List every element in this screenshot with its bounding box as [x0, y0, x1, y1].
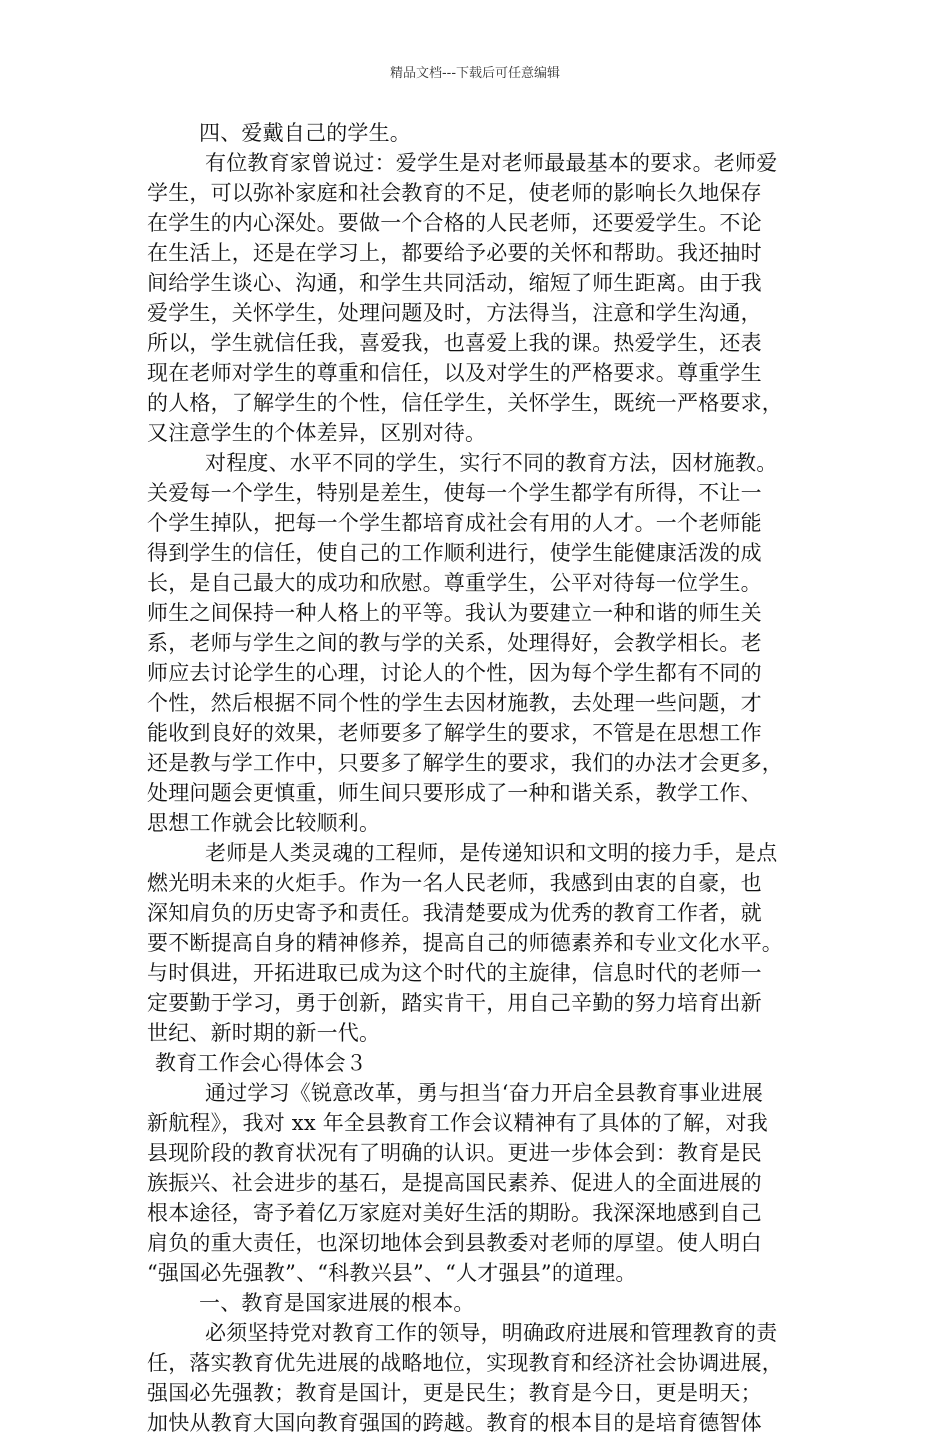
text-line: 有位教育家曾说过：爱学生是对老师最最基本的要求。老师爱: [205, 151, 778, 175]
text-line: 根本途径，寄予着亿万家庭对美好生活的期盼。我深深地感到自己: [147, 1201, 762, 1225]
text-line: 必须坚持党对教育工作的领导，明确政府进展和管理教育的责: [205, 1321, 778, 1345]
text-line: 新航程》，我对 xx 年全县教育工作会议精神有了具体的了解，对我: [147, 1111, 768, 1135]
text-line: 与时俱进，开拓进取已成为这个时代的主旋律，信息时代的老师一: [147, 961, 762, 985]
section-heading-line: 教育工作会心得体会３: [155, 1051, 367, 1075]
text-line: 个学生掉队，把每一个学生都培育成社会有用的人才。一个老师能: [147, 511, 762, 535]
text-line: 能收到良好的效果，老师要多了解学生的要求，不管是在思想工作: [147, 721, 762, 745]
text-line: 强国必先强教；教育是国计，更是民生；教育是今日，更是明天；: [147, 1381, 762, 1405]
text-line: 县现阶段的教育状况有了明确的认识。更进一步体会到：教育是民: [147, 1141, 762, 1165]
text-line: 对程度、水平不同的学生，实行不同的教育方法，因材施教。: [205, 451, 778, 475]
text-line: 长，是自己最大的成功和欣慰。尊重学生，公平对待每一位学生。: [147, 571, 762, 595]
text-line: 定要勤于学习，勇于创新，踏实肯干，用自己辛勤的努力培育出新: [147, 991, 762, 1015]
text-line: 处理问题会更慎重，师生间只要形成了一种和谐关系，教学工作、: [147, 781, 762, 805]
text-line: 在学生的内心深处。要做一个合格的人民老师，还要爱学生。不论: [147, 211, 762, 235]
text-line: 个性，然后根据不同个性的学生去因材施教，去处理一些问题，才: [147, 691, 762, 715]
text-line: 深知肩负的历史寄予和责任。我清楚要成为优秀的教育工作者，就: [147, 901, 762, 925]
text-line: 现在老师对学生的尊重和信任，以及对学生的严格要求。尊重学生: [147, 361, 762, 385]
text-line: 得到学生的信任，使自己的工作顺利进行，使学生能健康活泼的成: [147, 541, 762, 565]
text-line: 师应去讨论学生的心理，讨论人的个性，因为每个学生都有不同的: [147, 661, 762, 685]
text-line: 间给学生谈心、沟通，和学生共同活动，缩短了师生距离。由于我: [147, 271, 762, 295]
text-line: 通过学习《锐意改革，勇与担当‘奋力开启全县教育事业进展: [205, 1081, 764, 1105]
text-line: 肩负的重大责任，也深切地体会到县教委对老师的厚望。使人明白: [147, 1231, 762, 1255]
text-line: 族振兴、社会进步的基石，是提高国民素养、促进人的全面进展的: [147, 1171, 762, 1195]
text-line: 任，落实教育优先进展的战略地位，实现教育和经济社会协调进展，: [147, 1351, 783, 1375]
text-line: 学生，可以弥补家庭和社会教育的不足，使老师的影响长久地保存: [147, 181, 762, 205]
text-line: 老师是人类灵魂的工程师，是传递知识和文明的接力手，是点: [205, 841, 778, 865]
section-heading-line: 一、教育是国家进展的根本。: [199, 1291, 475, 1315]
text-line: 思想工作就会比较顺利。: [147, 811, 381, 835]
text-line: 系，老师与学生之间的教与学的关系，处理得好，会教学相长。老: [147, 631, 762, 655]
text-line: 所以，学生就信任我，喜爱我，也喜爱上我的课。热爱学生，还表: [147, 331, 762, 355]
text-line: “强国必先强教”、“科教兴县”、“人才强县”的道理。: [147, 1261, 637, 1285]
document-body: [147, 118, 817, 1438]
text-line: 还是教与学工作中，只要多了解学生的要求，我们的办法才会更多，: [147, 751, 783, 775]
text-line: 师生之间保持一种人格上的平等。我认为要建立一种和谐的师生关: [147, 601, 762, 625]
text-line: 加快从教育大国向教育强国的跨越。教育的根本目的是培育德智体: [147, 1411, 762, 1435]
page-header: 精品文档---下载后可任意编辑: [389, 66, 561, 81]
text-line: 关爱每一个学生，特别是差生，使每一个学生都学有所得，不让一: [147, 481, 762, 505]
text-line: 又注意学生的个体差异，区别对待。: [147, 421, 487, 445]
text-line: 燃光明未来的火炬手。作为一名人民老师，我感到由衷的自豪，也: [147, 871, 762, 895]
text-line: 世纪、新时期的新一代。: [147, 1021, 381, 1045]
section-heading-line: 四、爱戴自己的学生。: [199, 121, 411, 145]
text-line: 要不断提高自身的精神修养，提高自己的师德素养和专业文化水平。: [147, 931, 783, 955]
text-line: 的人格，了解学生的个性，信任学生，关怀学生，既统一严格要求，: [147, 391, 783, 415]
text-line: 在生活上，还是在学习上，都要给予必要的关怀和帮助。我还抽时: [147, 241, 762, 265]
text-line: 爱学生，关怀学生，处理问题及时，方法得当，注意和学生沟通，: [147, 301, 762, 325]
